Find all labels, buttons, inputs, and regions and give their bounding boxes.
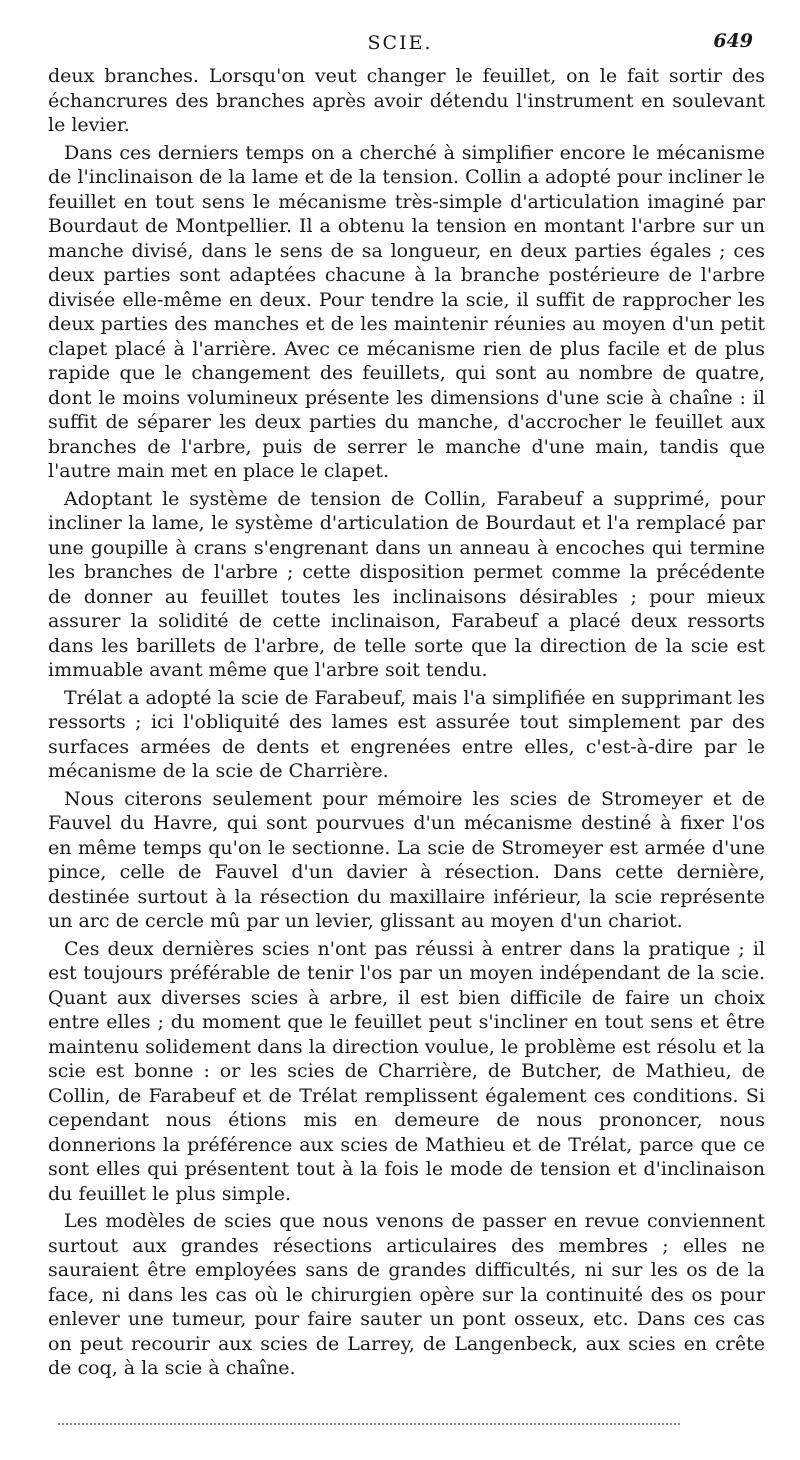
paragraph-collin-mechanism: Dans ces derniers temps on a cherché à simplifier encore le mécanisme de l'inclinaison de la lame et de la tension. Collin a adopté pour incliner le feuillet en tout sens le mécanisme très-simple d'articulation imaginé par Bourdaut de Montpellier. Il a obtenu la tension en montant l'arbre sur un manche divisé, dans le sens de sa longueur, en deux parties égales ; ces deux parties sont adaptées chacune à la branche postérieure de l'arbre divisée elle-même en deux. Pour tendre la scie, il suffit de rapprocher les deux parties des manches et de les maintenir réunies au moyen d'un petit clapet placé à l'arrière. Avec ce mécanisme rien de plus facile et de plus rapide que le changement des feuillets, qui sont au nombre de quatre, dont le moins volumineux présente les dimensions d'une scie à chaîne : il suffit de séparer les deux parties du manche, d'accrocher le feuillet aux branches de l'arbre, puis de serrer le manche d'une main, tandis que l'autre main met en place le clapet. bbox=[48, 141, 765, 482]
paragraph-stromeyer-fauvel: Nous citerons seulement pour mémoire les scies de Stromeyer et de Fauvel du Havre, qui sont pourvues d'un mécanisme destiné à fixer l'os en même temps qu'on le sectionne. La scie de Stromeyer est armée d'une pince, celle de Fauvel d'un davier à résection. Dans cette dernière, destinée surtout à la résection du maxillaire inférieur, la scie représente un arc de cercle mû par un levier, glissant au moyen d'un chariot. bbox=[48, 787, 765, 932]
footer-dotted-rule bbox=[58, 1423, 680, 1425]
paragraph-choice-of-saws: Ces deux dernières scies n'ont pas réussi à entrer dans la pratique ; il est toujours préférable de tenir l'os par un moyen indépendant de la scie. Quant aux diverses scies à arbre, il est bien difficile de faire un choix entre elles ; du moment que le feuillet peut s'incliner en tout sens et être maintenu solidement dans la direction voulue, le problème est résolu et la scie est bonne : or les scies de Charrière, de Butcher, de Mathieu, de Collin, de Farabeuf et de Trélat remplissent également ces conditions. Si cependant nous étions mis en demeure de nous prononcer, nous donnerions la préférence aux scies de Mathieu et de Trélat, parce que ce sont elles qui présentent tout à la fois le mode de tension et d'inclinaison du feuillet le plus simple. bbox=[48, 937, 765, 1205]
page-number: 649 bbox=[713, 30, 753, 52]
paragraph-farabeuf: Adoptant le système de tension de Collin, Farabeuf a supprimé, pour incliner la lame, le système d'articulation de Bourdaut et l'a remplacé par une goupille à crans s'engrenant dans un anneau à encoches qui termine les branches de l'arbre ; cette disposition permet comme la précédente de donner au feuillet toutes les inclinaisons désirables ; pour mieux assurer la solidité de cette inclinaison, Farabeuf a placé deux ressorts dans les barillets de l'arbre, de telle sorte que la direction de la scie est immuable avant même que l'arbre soit tendu. bbox=[48, 487, 765, 681]
body-text bbox=[48, 64, 765, 1384]
paragraph-trelat: Trélat a adopté la scie de Farabeuf, mais l'a simplifiée en supprimant les ressorts ; ici l'obliquité des lames est assurée tout simplement par des surfaces armées de dents et engrenées entre elles, c'est-à-dire par le mécanisme de la scie de Charrière. bbox=[48, 686, 765, 782]
paragraph-saw-models: Les modèles de scies que nous venons de passer en revue conviennent surtout aux grandes résections articulaires des membres ; elles ne sauraient être employées sans de grandes difficultés, ni sur les os de la face, ni dans les cas où le chirurgien opère sur la continuité des os pour enlever une tumeur, pour faire sauter un pont osseux, etc. Dans ces cas on peut recourir aux scies de Larrey, de Langenbeck, aux scies en crête de coq, à la scie à chaîne. bbox=[48, 1210, 765, 1379]
paragraph-continuation: deux branches. Lorsqu'on veut changer le feuillet, on le fait sortir des échancrures des branches après avoir détendu l'instrument en soulevant le levier. bbox=[48, 65, 765, 136]
running-header bbox=[0, 30, 800, 56]
running-title: SCIE. bbox=[367, 32, 433, 54]
